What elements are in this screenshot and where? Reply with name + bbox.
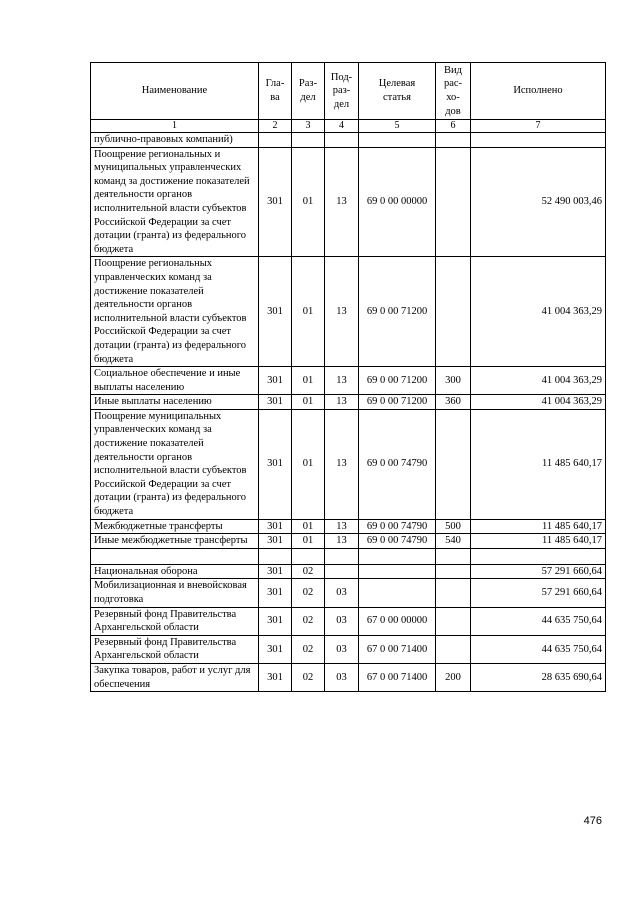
row-executed — [471, 548, 606, 564]
row-target: 69 0 00 74790 — [359, 409, 436, 519]
row-subsection: 03 — [325, 663, 359, 691]
header-subsection: Под- раз- дел — [325, 63, 359, 120]
row-executed: 28 635 690,64 — [471, 663, 606, 691]
row-executed: 57 291 660,64 — [471, 579, 606, 607]
row-name: Межбюджетные трансферты — [91, 519, 259, 534]
row-chapter: 301 — [259, 534, 292, 549]
row-subsection — [325, 548, 359, 564]
row-subsection: 13 — [325, 519, 359, 534]
row-expense-type: 300 — [436, 367, 471, 395]
table-row — [91, 257, 606, 367]
row-section — [292, 133, 325, 148]
row-section: 01 — [292, 367, 325, 395]
page-number: 476 — [583, 815, 602, 827]
row-name: Резервный фонд Правительства Архангельской области — [91, 607, 259, 635]
row-name: Поощрение региональных и муниципальных управленческих команд за достижение показателей деятельности органов исполнительной власти субъектов Российской Федерации за счет дотации (гранта) из федерального бюджета — [91, 147, 259, 257]
row-executed — [471, 133, 606, 148]
header-section: Раз- дел — [292, 63, 325, 120]
row-target: 67 0 00 71400 — [359, 663, 436, 691]
column-number: 5 — [359, 120, 436, 133]
row-expense-type — [436, 564, 471, 579]
row-chapter: 301 — [259, 409, 292, 519]
row-section: 02 — [292, 579, 325, 607]
row-name: Национальная оборона — [91, 564, 259, 579]
row-chapter: 301 — [259, 257, 292, 367]
row-expense-type — [436, 548, 471, 564]
row-subsection — [325, 133, 359, 148]
budget-execution-table — [90, 62, 606, 692]
row-section: 01 — [292, 395, 325, 410]
table-row — [91, 133, 606, 148]
row-executed: 11 485 640,17 — [471, 519, 606, 534]
row-chapter: 301 — [259, 395, 292, 410]
row-executed: 11 485 640,17 — [471, 534, 606, 549]
row-target: 67 0 00 71400 — [359, 635, 436, 663]
table-row — [91, 409, 606, 519]
row-name: Резервный фонд Правительства Архангельской области — [91, 635, 259, 663]
row-section: 02 — [292, 607, 325, 635]
row-executed: 52 490 003,46 — [471, 147, 606, 257]
row-chapter: 301 — [259, 367, 292, 395]
row-section: 02 — [292, 635, 325, 663]
row-target: 69 0 00 00000 — [359, 147, 436, 257]
column-number: 7 — [471, 120, 606, 133]
row-target — [359, 564, 436, 579]
row-subsection: 13 — [325, 409, 359, 519]
row-expense-type — [436, 147, 471, 257]
row-section: 02 — [292, 564, 325, 579]
row-target: 69 0 00 71200 — [359, 395, 436, 410]
row-name — [91, 548, 259, 564]
row-expense-type — [436, 607, 471, 635]
header-target: Целевая статья — [359, 63, 436, 120]
header-row — [91, 63, 606, 120]
row-expense-type — [436, 409, 471, 519]
row-name: Иные выплаты населению — [91, 395, 259, 410]
row-subsection: 13 — [325, 367, 359, 395]
row-section: 01 — [292, 409, 325, 519]
row-expense-type — [436, 635, 471, 663]
column-number-row — [91, 120, 606, 133]
row-expense-type: 500 — [436, 519, 471, 534]
row-subsection: 03 — [325, 607, 359, 635]
row-expense-type — [436, 579, 471, 607]
row-expense-type: 540 — [436, 534, 471, 549]
row-target: 69 0 00 74790 — [359, 519, 436, 534]
row-chapter: 301 — [259, 607, 292, 635]
row-executed: 41 004 363,29 — [471, 395, 606, 410]
row-chapter: 301 — [259, 579, 292, 607]
column-number: 2 — [259, 120, 292, 133]
row-chapter — [259, 548, 292, 564]
row-subsection: 13 — [325, 147, 359, 257]
row-expense-type — [436, 257, 471, 367]
row-section: 01 — [292, 147, 325, 257]
table-row — [91, 607, 606, 635]
row-subsection — [325, 564, 359, 579]
table-row — [91, 147, 606, 257]
row-name: Поощрение муниципальных управленческих команд за достижение показателей деятельности органов исполнительной власти субъектов Российской Федерации за счет дотации (гранта) из федерального бюджета — [91, 409, 259, 519]
row-section: 01 — [292, 534, 325, 549]
row-target — [359, 579, 436, 607]
row-chapter — [259, 133, 292, 148]
table-row — [91, 663, 606, 691]
row-executed: 41 004 363,29 — [471, 367, 606, 395]
row-name: публично-правовых компаний) — [91, 133, 259, 148]
row-target: 69 0 00 74790 — [359, 534, 436, 549]
header-executed: Исполнено — [471, 63, 606, 120]
row-executed: 57 291 660,64 — [471, 564, 606, 579]
row-chapter: 301 — [259, 564, 292, 579]
row-executed: 41 004 363,29 — [471, 257, 606, 367]
header-chapter: Гла- ва — [259, 63, 292, 120]
row-subsection: 13 — [325, 395, 359, 410]
row-target: 69 0 00 71200 — [359, 367, 436, 395]
row-target — [359, 548, 436, 564]
header-name: Наименование — [91, 63, 259, 120]
row-name: Мобилизационная и вневойсковая подготовка — [91, 579, 259, 607]
row-section — [292, 548, 325, 564]
header-expense-type: Вид рас- хо- дов — [436, 63, 471, 120]
table-row — [91, 519, 606, 534]
table-row — [91, 367, 606, 395]
row-subsection: 03 — [325, 579, 359, 607]
table-row — [91, 534, 606, 549]
table-row — [91, 635, 606, 663]
row-section: 01 — [292, 257, 325, 367]
row-subsection: 13 — [325, 257, 359, 367]
table-row — [91, 395, 606, 410]
row-subsection: 03 — [325, 635, 359, 663]
row-chapter: 301 — [259, 635, 292, 663]
row-executed: 44 635 750,64 — [471, 607, 606, 635]
row-target: 69 0 00 71200 — [359, 257, 436, 367]
column-number: 4 — [325, 120, 359, 133]
row-target: 67 0 00 00000 — [359, 607, 436, 635]
row-name: Иные межбюджетные трансферты — [91, 534, 259, 549]
row-executed: 11 485 640,17 — [471, 409, 606, 519]
row-section: 02 — [292, 663, 325, 691]
column-number: 1 — [91, 120, 259, 133]
row-name: Поощрение региональных управленческих команд за достижение показателей деятельности органов исполнительной власти субъектов Российской Федерации за счет дотации (гранта) из федерального бюджета — [91, 257, 259, 367]
row-expense-type — [436, 133, 471, 148]
row-expense-type: 200 — [436, 663, 471, 691]
row-section: 01 — [292, 519, 325, 534]
row-name: Социальное обеспечение и иные выплаты населению — [91, 367, 259, 395]
table-row — [91, 564, 606, 579]
row-subsection: 13 — [325, 534, 359, 549]
row-executed: 44 635 750,64 — [471, 635, 606, 663]
row-name: Закупка товаров, работ и услуг для обеспечения — [91, 663, 259, 691]
row-chapter: 301 — [259, 519, 292, 534]
row-chapter: 301 — [259, 663, 292, 691]
table-row-empty — [91, 548, 606, 564]
column-number: 6 — [436, 120, 471, 133]
row-chapter: 301 — [259, 147, 292, 257]
row-target — [359, 133, 436, 148]
column-number: 3 — [292, 120, 325, 133]
row-expense-type: 360 — [436, 395, 471, 410]
table-row — [91, 579, 606, 607]
